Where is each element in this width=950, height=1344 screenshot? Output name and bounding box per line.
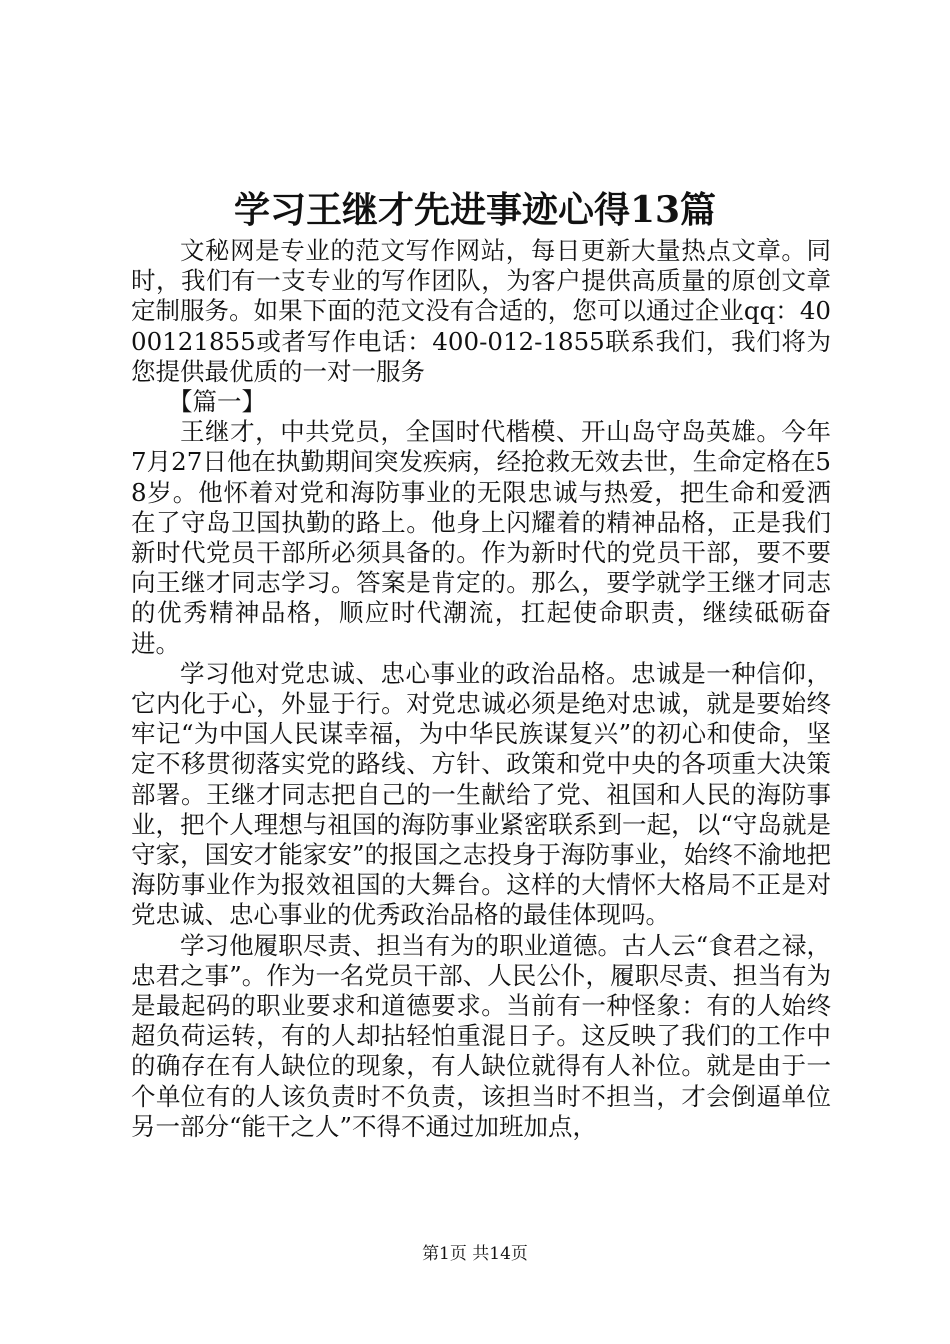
document-body: [131, 236, 831, 1142]
section-heading: 【篇一】: [168, 387, 266, 417]
body-paragraph-2: 学习他对党忠诚、忠心事业的政治品格。忠诚是一种信仰，它内化于心，外显于行。对党忠诚必须是绝对忠诚，就是要始终牢记“为中国人民谋幸福，为中华民族谋复兴”的初心和使命，坚定不移贯彻落实党的路线、方针、政策和党中央的各项重大决策部署。王继才同志把自己的一生献给了党、祖国和人民的海防事业，把个人理想与祖国的海防事业紧密联系到一起，以“守岛就是守家，国安才能家安”的报国之志投身于海防事业，始终不渝地把海防事业作为报效祖国的大舞台。这样的大情怀大格局不正是对党忠诚、忠心事业的优秀政治品格的最佳体现吗。: [131, 658, 831, 930]
page-number-footer: 第1页 共14页: [422, 1244, 528, 1264]
document-title: 学习王继才先进事迹心得13篇: [233, 189, 717, 231]
body-paragraph-1: 王继才，中共党员，全国时代楷模、开山岛守岛英雄。今年7月27日他在执勤期间突发疾病，经抢救无效去世，生命定格在58岁。他怀着对党和海防事业的无限忠诚与热爱，把生命和爱洒在了守岛卫国执勤的路上。他身上闪耀着的精神品格，正是我们新时代党员干部所必须具备的。作为新时代的党员干部，要不要向王继才同志学习。答案是肯定的。那么，要学就学王继才同志的优秀精神品格，顺应时代潮流，扛起使命职责，继续砥砺奋进。: [131, 417, 831, 658]
intro-paragraph: 文秘网是专业的范文写作网站，每日更新大量热点文章。同时，我们有一支专业的写作团队，为客户提供高质量的原创文章定制服务。如果下面的范文没有合适的，您可以通过企业qq：4000121855或者写作电话：400-012-1855联系我们，我们将为您提供最优质的一对一服务: [131, 236, 831, 386]
body-paragraph-3: 学习他履职尽责、担当有为的职业道德。古人云“食君之禄，忠君之事”。作为一名党员干部、人民公仆，履职尽责、担当有为是最起码的职业要求和道德要求。当前有一种怪象：有的人始终超负荷运转，有的人却拈轻怕重混日子。这反映了我们的工作中的确存在有人缺位的现象，有人缺位就得有人补位。就是由于一个单位有的人该负责时不负责，该担当时不担当，才会倒逼单位另一部分“能干之人”不得不通过加班加点，: [131, 930, 831, 1141]
